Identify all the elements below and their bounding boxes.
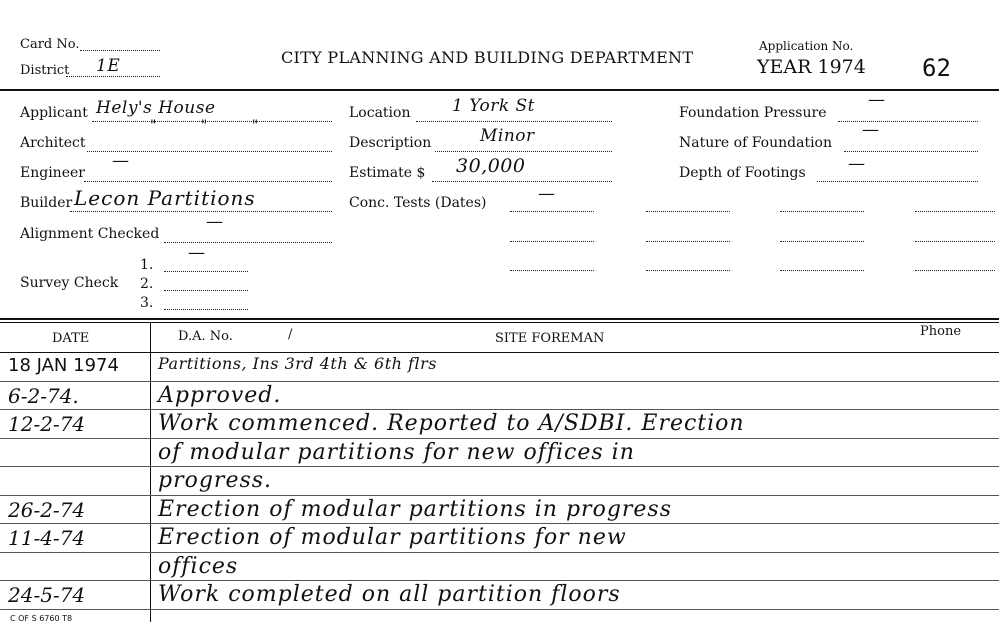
- description-value: Minor: [480, 126, 535, 146]
- description-label: Description: [349, 135, 432, 151]
- log-row: [0, 353, 999, 382]
- builder-label: Builder: [20, 195, 73, 211]
- da-slash: /: [288, 327, 293, 342]
- log-row-line: [0, 609, 999, 610]
- estimate-line: [432, 181, 612, 182]
- engineer-line: [84, 181, 332, 182]
- conc-date-line: [915, 241, 995, 242]
- conc-date-line: [510, 241, 594, 242]
- log-text: Erection of modular partitions for new: [158, 525, 627, 550]
- alignment-label: Alignment Checked: [20, 226, 160, 242]
- district-value: 1E: [96, 56, 121, 76]
- log-date: 24-5-74: [8, 583, 86, 607]
- conc-date-line: [646, 241, 730, 242]
- department-title: CITY PLANNING AND BUILDING DEPARTMENT: [281, 48, 694, 67]
- depth-footings-label: Depth of Footings: [679, 165, 806, 181]
- log-date: 26-2-74: [8, 497, 86, 522]
- da-no-header: D.A. No.: [178, 329, 233, 344]
- conc-date-line: [780, 270, 864, 271]
- engineer-value: —: [112, 151, 130, 171]
- estimate-label: Estimate $: [349, 165, 426, 181]
- nature-foundation-label: Nature of Foundation: [679, 135, 832, 151]
- builder-line: [70, 211, 332, 212]
- date-header: DATE: [52, 331, 90, 346]
- nature-foundation-value: —: [862, 120, 880, 140]
- district-line: [66, 76, 160, 77]
- alignment-value: —: [206, 212, 224, 232]
- engineer-label: Engineer: [20, 165, 85, 181]
- location-label: Location: [349, 105, 411, 121]
- survey-label: Survey Check: [20, 275, 119, 291]
- form-code: C OF S 6760 T8: [10, 614, 73, 623]
- log-text: offices: [158, 553, 239, 579]
- conc-date-line: [510, 211, 594, 212]
- log-top-border: [0, 318, 999, 320]
- log-row: [0, 410, 999, 439]
- foundation-pressure-label: Foundation Pressure: [679, 105, 827, 121]
- survey-3-line: [164, 309, 248, 310]
- header-divider: [0, 89, 999, 91]
- log-text: Approved.: [158, 382, 282, 408]
- year-label: YEAR 1974: [757, 56, 866, 78]
- conc-date-line: [510, 270, 594, 271]
- estimate-value: 30,000: [456, 155, 526, 177]
- log-row: [0, 553, 999, 582]
- location-value: 1 York St: [452, 96, 536, 116]
- survey-1-line: [164, 271, 248, 272]
- architect-value: " " ": [150, 118, 279, 134]
- builder-value: Lecon Partitions: [74, 186, 256, 210]
- conc-date-line: [646, 270, 730, 271]
- applicant-value: Hely's House: [96, 98, 216, 118]
- foundation-pressure-value: —: [868, 90, 886, 110]
- description-line: [435, 151, 612, 152]
- survey-1-value: —: [188, 243, 206, 263]
- phone-header: Phone: [920, 324, 962, 339]
- location-line: [416, 121, 612, 122]
- log-text: Partitions, Ins 3rd 4th & 6th flrs: [158, 354, 437, 373]
- applicant-label: Applicant: [20, 105, 88, 121]
- log-row: [0, 524, 999, 553]
- log-row: [0, 581, 999, 610]
- application-no-label: Application No.: [759, 39, 854, 53]
- log-row: [0, 467, 999, 496]
- log-row: [0, 382, 999, 411]
- log-text: Erection of modular partitions in progress: [158, 496, 673, 522]
- log-row: [0, 496, 999, 525]
- survey-2-label: 2.: [140, 276, 154, 292]
- survey-3-label: 3.: [140, 295, 154, 311]
- conc-date-line: [780, 211, 864, 212]
- conc-tests-label: Conc. Tests (Dates): [349, 195, 487, 211]
- conc-date-line: [780, 241, 864, 242]
- depth-footings-value: —: [848, 154, 866, 174]
- conc-date-line: [915, 211, 995, 212]
- application-number: 62: [922, 54, 951, 82]
- nature-foundation-line: [844, 151, 978, 152]
- depth-footings-line: [817, 181, 978, 182]
- conc-date-line: [646, 211, 730, 212]
- log-date: 6-2-74.: [8, 383, 79, 408]
- log-text: of modular partitions for new offices in: [158, 439, 635, 465]
- district-label: District: [20, 63, 70, 78]
- card-no-label: Card No.: [20, 37, 80, 52]
- log-date: 11-4-74: [8, 526, 86, 550]
- card-no-line: [80, 50, 160, 51]
- survey-1-label: 1.: [140, 257, 154, 273]
- log-date: 12-2-74: [8, 412, 86, 436]
- log-date: 18 JAN 1974: [8, 355, 119, 376]
- conc-tests-value: —: [538, 184, 556, 204]
- foundation-pressure-line: [838, 121, 978, 122]
- log-text: progress.: [158, 468, 273, 493]
- architect-label: Architect: [20, 135, 86, 151]
- log-text: Work completed on all partition floors: [158, 582, 621, 607]
- survey-2-line: [164, 290, 248, 291]
- site-foreman-header: SITE FOREMAN: [495, 331, 605, 346]
- log-row: [0, 439, 999, 468]
- conc-date-line: [915, 270, 995, 271]
- log-text: Work commenced. Reported to A/SDBI. Erection: [158, 411, 745, 436]
